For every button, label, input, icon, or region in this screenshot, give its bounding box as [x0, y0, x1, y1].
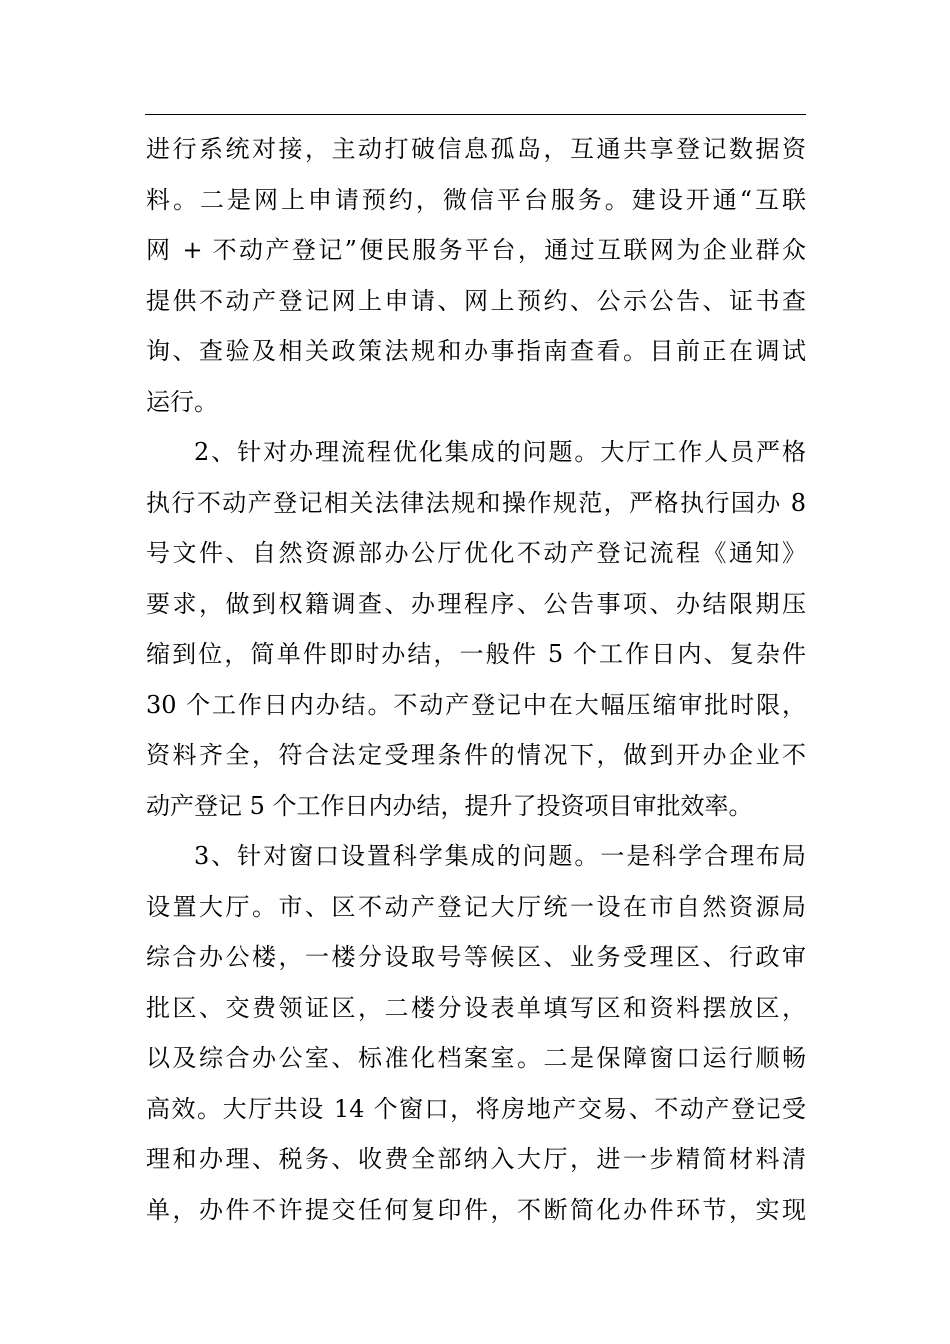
text-line: 料。二是网上申请预约，微信平台服务。建设开通“互联 [146, 185, 806, 214]
text-line: 询、查验及相关政策法规和办事指南查看。目前正在调试 [146, 337, 806, 365]
text-line: 30 个工作日内办结。不动产登记中在大幅压缩审批时限， [146, 690, 806, 719]
text-line: 综合办公楼，一楼分设取号等候区、业务受理区、行政审 [146, 943, 806, 971]
text-line: 运行。 [146, 387, 218, 416]
text-line: 网 + 不动产登记”便民服务平台，通过互联网为企业群众 [146, 236, 806, 264]
text-line: 设置大厅。市、区不动产登记大厅统一设在市自然资源局 [146, 892, 806, 921]
text-line: 要求，做到权籍调查、办理程序、公告事项、办结限期压 [146, 589, 806, 618]
body-text [146, 124, 806, 1235]
paragraph-first-line: 3、针对窗口设置科学集成的问题。一是科学合理布局 [194, 842, 806, 870]
text-line: 执行不动产登记相关法律法规和操作规范，严格执行国办 8 [146, 488, 806, 517]
text-line: 动产登记 5 个工作日内办结，提升了投资项目审批效率。 [146, 791, 753, 820]
text-line: 进行系统对接，主动打破信息孤岛，互通共享登记数据资 [146, 135, 806, 163]
paragraph-first-line: 2、针对办理流程优化集成的问题。大厅工作人员严格 [194, 438, 806, 466]
text-line: 号文件、自然资源部办公厅优化不动产登记流程《通知》 [146, 539, 806, 567]
text-line: 资料齐全，符合法定受理条件的情况下，做到开办企业不 [146, 741, 806, 769]
text-line: 缩到位，简单件即时办结，一般件 5 个工作日内、复杂件 [146, 640, 806, 668]
header-rule [145, 114, 806, 115]
text-line: 以及综合办公室、标准化档案室。二是保障窗口运行顺畅 [146, 1044, 806, 1072]
text-line: 高效。大厅共设 14 个窗口，将房地产交易、不动产登记受 [146, 1094, 806, 1123]
text-line: 批区、交费领证区，二楼分设表单填写区和资料摆放区， [146, 993, 806, 1022]
text-line: 单，办件不许提交任何复印件，不断简化办件环节，实现 [146, 1195, 806, 1224]
text-line: 提供不动产登记网上申请、网上预约、公示公告、证书查 [146, 286, 806, 315]
text-line: 理和办理、税务、收费全部纳入大厅，进一步精简材料清 [146, 1145, 806, 1173]
